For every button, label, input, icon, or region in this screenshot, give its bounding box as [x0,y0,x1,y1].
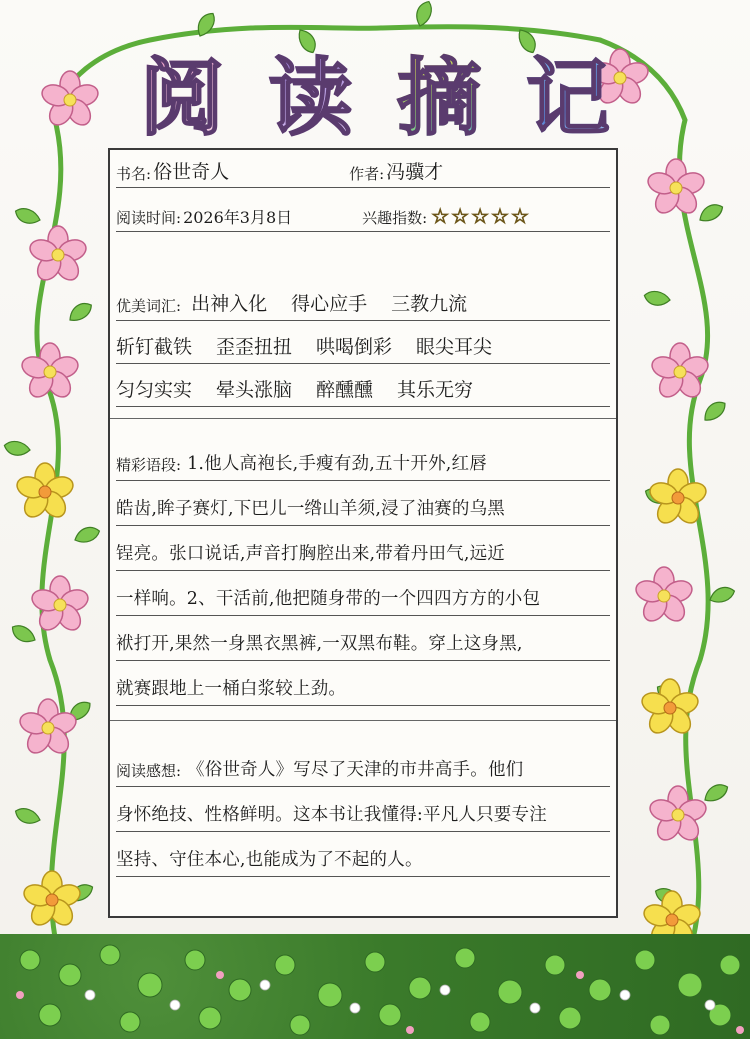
vocab-word: 歪歪扭扭 [216,336,293,358]
vocab-label: 优美词汇: [116,297,182,315]
vocab-word: 晕头涨脑 [216,379,293,401]
passage-text: 1.他人高袍长,手瘦有劲,五十开外,红唇 [187,454,487,474]
title-char-4: 记 [525,48,610,147]
title-char-1: 阅 [140,48,225,147]
reflection-text: 《俗世奇人》写尽了天津的市井高手。他们 [187,760,524,780]
vocab-word: 眼尖耳尖 [416,336,493,358]
reflection-text: 坚持、守住本心,也能成为了不起的人。 [116,850,423,870]
reflection-label: 阅读感想: [116,762,182,780]
title-char-3: 摘 [397,48,482,147]
book-label: 书名: [116,165,152,183]
passage-text: 袱打开,果然一身黑衣黑裤,一双黑布鞋。穿上这身黑, [116,634,523,654]
passage-text: 锃亮。张口说话,声音打胸腔出来,带着丹田气,远近 [116,544,505,564]
passage-text: 一样响。2、干活前,他把随身带的一个四四方方的小包 [116,589,541,609]
vocab-word: 匀匀实实 [116,379,193,401]
passage-text: 就赛跟地上一桶白浆较上劲。 [116,679,347,699]
vocab-word: 得心应手 [291,293,368,315]
author-value: 冯骥才 [386,161,444,183]
interest-label: 兴趣指数: [362,209,428,227]
passage-text: 皓齿,眸子赛灯,下巴儿一绺山羊须,浸了油赛的乌黑 [116,499,505,519]
date-label: 阅读时间: [116,209,182,227]
vocab-word: 三教九流 [391,293,468,315]
author-label: 作者: [349,165,385,183]
title-char-2: 读 [268,48,353,147]
passage-label: 精彩语段: [116,456,182,474]
vocab-word: 哄喝倒彩 [316,336,393,358]
star-icon: ☆☆☆☆☆ [431,204,531,228]
date-value: 2026年3月8日 [183,208,293,227]
vocab-word: 出神入化 [191,293,268,315]
book-value: 俗世奇人 [153,161,230,183]
vocab-word: 其乐无穷 [397,379,474,401]
reflection-text: 身怀绝技、性格鲜明。这本书让我懂得:平凡人只要专注 [116,805,547,825]
vocab-word: 醉醺醺 [316,379,374,401]
vocab-word: 斩钉截铁 [116,336,193,358]
